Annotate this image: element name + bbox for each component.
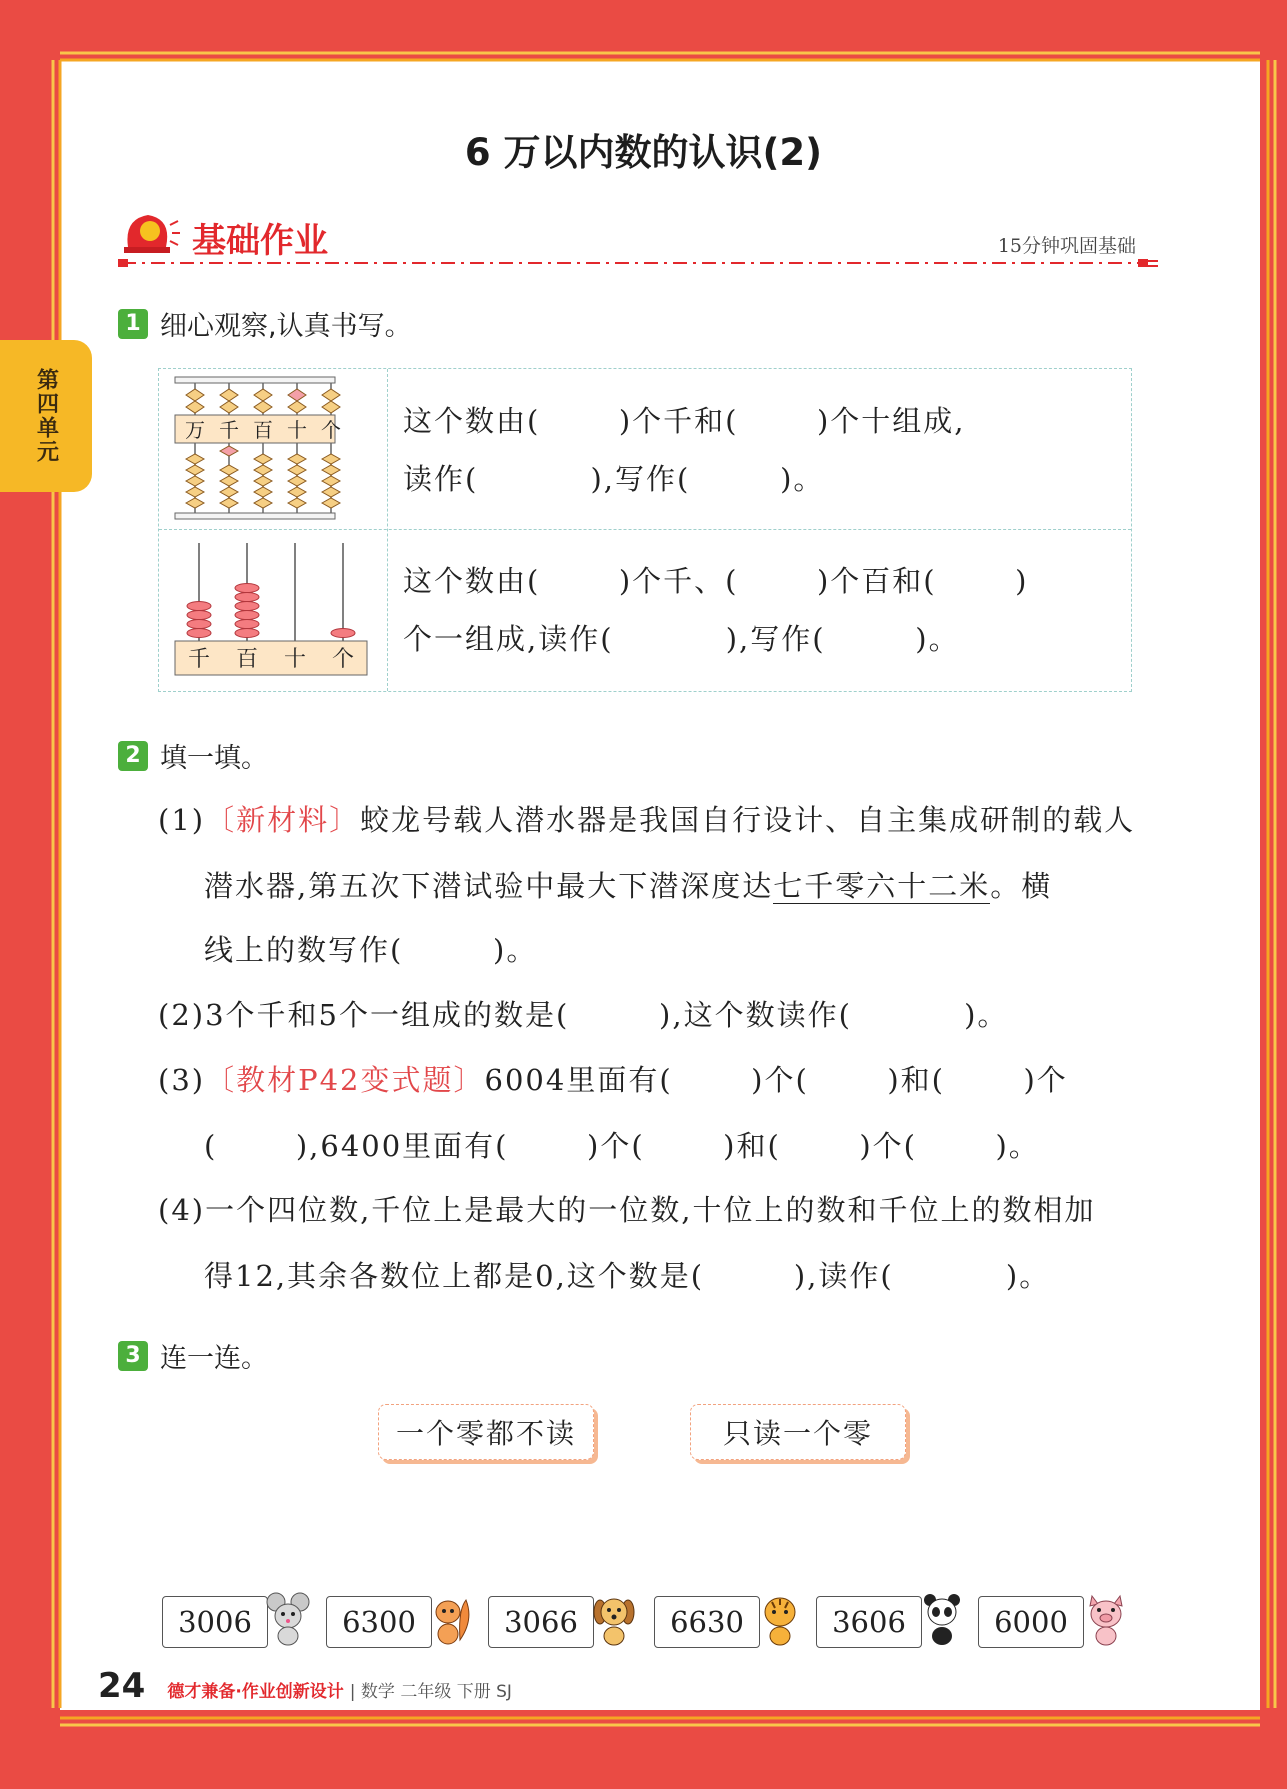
page-number: 24 xyxy=(98,1666,146,1706)
abacus2-sentence-line1: 这个数由( )个千、( )个百和( ) xyxy=(403,564,1029,598)
counter-bead xyxy=(235,629,259,638)
abacus-bead xyxy=(322,487,340,497)
match-card-read-one-zero[interactable]: 只读一个零 xyxy=(690,1404,906,1460)
item-tag: 〔新材料〕 xyxy=(205,803,361,837)
dog-icon xyxy=(592,1590,636,1646)
abacus-bead xyxy=(220,498,238,508)
q2-item1-line2 xyxy=(204,864,1052,905)
unit-side-tab: 第四单元 xyxy=(0,340,92,492)
q2-item3-line1 xyxy=(158,1058,1068,1099)
abacus-bead xyxy=(288,454,306,464)
abacus-bead xyxy=(254,465,272,475)
q2-item2: (2)3个千和5个一组成的数是( ),这个数读作( )。 xyxy=(158,998,1009,1032)
item-text: 潜水器,第五次下潜试验中最大下潜深度达 xyxy=(204,869,774,903)
counter-bead xyxy=(235,593,259,602)
abacus-bead xyxy=(254,476,272,486)
question-3-header xyxy=(118,1336,268,1375)
abacus-bead xyxy=(288,498,306,508)
counter-bead xyxy=(187,611,211,620)
item-text: 蛟龙号载人潜水器是我国自行设计、自主集成研制的载人 xyxy=(360,803,1136,837)
abacus-bead xyxy=(322,498,340,508)
abacus-place-label: 个 xyxy=(321,418,341,442)
abacus-bead xyxy=(186,401,204,413)
item-text: 6004里面有( )个( )和( )个 xyxy=(484,1063,1068,1097)
q2-item1-line3: 线上的数写作( )。 xyxy=(204,933,538,967)
counter-place-label: 千 xyxy=(187,647,211,672)
item-prefix: (1) xyxy=(158,803,206,837)
question-prompt: 细心观察,认真书写。 xyxy=(160,311,412,342)
squirrel-icon xyxy=(430,1590,474,1646)
section-header xyxy=(118,205,1158,277)
underlined-number-words: 七千零六十二米 xyxy=(773,869,991,903)
page-footer xyxy=(98,1666,512,1706)
abacus-bead xyxy=(322,476,340,486)
question-1-header xyxy=(118,304,412,343)
bead-counter-frame xyxy=(173,537,373,687)
abacus1-sentence-line2: 读作( ),写作( )。 xyxy=(403,462,825,496)
q2-item1-line1 xyxy=(158,798,1135,839)
footer-brand: 德才兼备·作业创新设计 xyxy=(167,1682,344,1702)
q2-item3-line2: ( ),6400里面有( )个( )和( )个( )。 xyxy=(204,1129,1040,1163)
abacus-place-label: 千 xyxy=(219,418,239,442)
abacus-bead xyxy=(288,389,306,401)
abacus-bead xyxy=(186,498,204,508)
abacus-bead xyxy=(322,401,340,413)
abacus-bead xyxy=(254,401,272,413)
section-title: 基础作业 xyxy=(192,221,328,261)
abacus-bead xyxy=(220,446,238,456)
footer-meta: | 数学 二年级 下册 SJ xyxy=(349,1682,512,1702)
item-tag: 〔教材P42变式题〕 xyxy=(205,1063,485,1097)
abacus-bead xyxy=(254,487,272,497)
bell-icon xyxy=(118,207,182,267)
question-prompt: 填一填。 xyxy=(160,743,268,774)
panda-icon xyxy=(920,1590,964,1646)
table-divider-horizontal xyxy=(159,529,1131,530)
question-number: 3 xyxy=(118,1341,148,1371)
number-card[interactable]: 3606 xyxy=(816,1596,922,1648)
counter-place-label: 百 xyxy=(235,647,259,672)
question-number: 2 xyxy=(118,741,148,771)
abacus-table xyxy=(158,368,1132,692)
number-card[interactable]: 3006 xyxy=(162,1596,268,1648)
abacus-place-label: 百 xyxy=(253,418,273,442)
abacus-bead xyxy=(254,498,272,508)
abacus-bead xyxy=(322,389,340,401)
number-card[interactable]: 6000 xyxy=(978,1596,1084,1648)
section-subtitle: 15分钟巩固基础 xyxy=(997,235,1136,257)
counter-bead xyxy=(187,602,211,611)
question-number: 1 xyxy=(118,309,148,339)
abacus-bead xyxy=(186,487,204,497)
abacus-bead xyxy=(220,476,238,486)
table-divider-vertical xyxy=(387,369,388,691)
abacus-bead xyxy=(186,454,204,464)
counter-bead xyxy=(187,629,211,638)
q2-item4-line2: 得12,其余各数位上都是0,这个数是( ),读作( )。 xyxy=(204,1259,1051,1293)
abacus-bead xyxy=(220,487,238,497)
abacus-bead xyxy=(288,465,306,475)
number-card[interactable]: 3066 xyxy=(488,1596,594,1648)
abacus-bead xyxy=(254,389,272,401)
counter-bead xyxy=(235,584,259,593)
abacus-bead xyxy=(186,389,204,401)
abacus-bead xyxy=(322,454,340,464)
mouse-icon xyxy=(266,1590,310,1646)
number-card[interactable]: 6300 xyxy=(326,1596,432,1648)
abacus1-sentence-line1: 这个数由( )个千和( )个十组成, xyxy=(403,404,966,438)
item-text: 。横 xyxy=(990,869,1053,903)
abacus-bead xyxy=(186,476,204,486)
pig-icon xyxy=(1084,1590,1128,1646)
lesson-title: 6 万以内数的认识(2) xyxy=(464,131,823,174)
abacus-bead xyxy=(288,487,306,497)
abacus-place-label: 万 xyxy=(185,418,205,442)
abacus-place-label: 十 xyxy=(287,418,307,442)
abacus-bead xyxy=(288,476,306,486)
abacus-bead xyxy=(254,454,272,464)
abacus-bead xyxy=(220,389,238,401)
abacus-bead xyxy=(186,465,204,475)
q2-item4-line1: (4)一个四位数,千位上是最大的一位数,十位上的数和千位上的数相加 xyxy=(158,1193,1096,1227)
abacus-bead xyxy=(288,401,306,413)
counter-bead xyxy=(235,611,259,620)
abacus-bead xyxy=(322,465,340,475)
match-card-no-zero-read[interactable]: 一个零都不读 xyxy=(378,1404,594,1460)
counter-place-label: 个 xyxy=(331,647,355,672)
question-prompt: 连一连。 xyxy=(160,1343,268,1374)
abacus-counting-frame xyxy=(173,375,343,525)
abacus-bead xyxy=(220,401,238,413)
item-prefix: (3) xyxy=(158,1063,206,1097)
abacus-bead xyxy=(220,465,238,475)
counter-bead xyxy=(187,620,211,629)
question-2-header xyxy=(118,736,268,775)
number-card[interactable]: 6630 xyxy=(654,1596,760,1648)
abacus2-sentence-line2: 个一组成,读作( ),写作( )。 xyxy=(403,622,960,656)
counter-bead xyxy=(235,620,259,629)
counter-place-label: 十 xyxy=(283,647,307,672)
tiger-icon xyxy=(758,1590,802,1646)
counter-bead xyxy=(331,629,355,638)
counter-bead xyxy=(235,602,259,611)
